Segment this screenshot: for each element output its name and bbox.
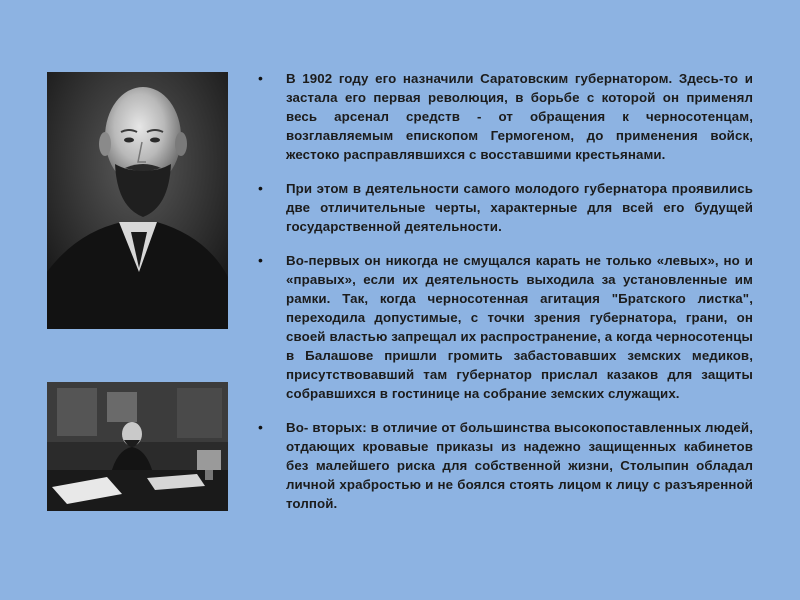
bullet-item [258, 418, 753, 513]
bullet-text: Во-первых он никогда не смущался карать не только «левых», но и «правых», если их деятельность выходила за установленные им рамки. Так, когда черносотенная агитация "Братского листка", переходила допустимые, с точки зрения губернатора, грани, он своей властью запрещал их распространение, а когда черносотенцы в Балашове пришли громить забастовавших земских медиков, присутствовавший там губернатор прислал казаков для защиты собравшихся в гостинице на собрание земских служащих. [286, 253, 753, 401]
bullet-list [258, 69, 753, 528]
bullet-mark: • [258, 419, 263, 435]
bullet-text: В 1902 году его назначили Саратовским губернатором. Здесь-то и застала его первая революция, в борьбе с которой он применял весь арсенал средств - от обращения к черносотенцам, возглавляемым епископом Гермогеном, до применения войск, жестоко расправлявшихся с восставшими крестьянами. [286, 71, 753, 162]
bullet-item [258, 69, 753, 164]
bullet-mark: • [258, 252, 263, 268]
bullet-mark: • [258, 70, 263, 86]
bullet-text: При этом в деятельности самого молодого губернатора проявились две отличительные черты, характерные для всей его будущей государственной деятельности. [286, 181, 753, 234]
bullet-item [258, 179, 753, 236]
desk-photo [47, 382, 228, 511]
bullet-item [258, 251, 753, 403]
bullet-text: Во- вторых: в отличие от большинства высокопоставленных людей, отдающих кровавые приказы из надежно защищенных кабинетов без малейшего риска для собственной жизни, Столыпин обладал личной храбростью и не боялся стоять лицом к лицу с разъяренной толпой. [286, 420, 753, 511]
bullet-mark: • [258, 180, 263, 196]
portrait-photo [47, 72, 228, 329]
